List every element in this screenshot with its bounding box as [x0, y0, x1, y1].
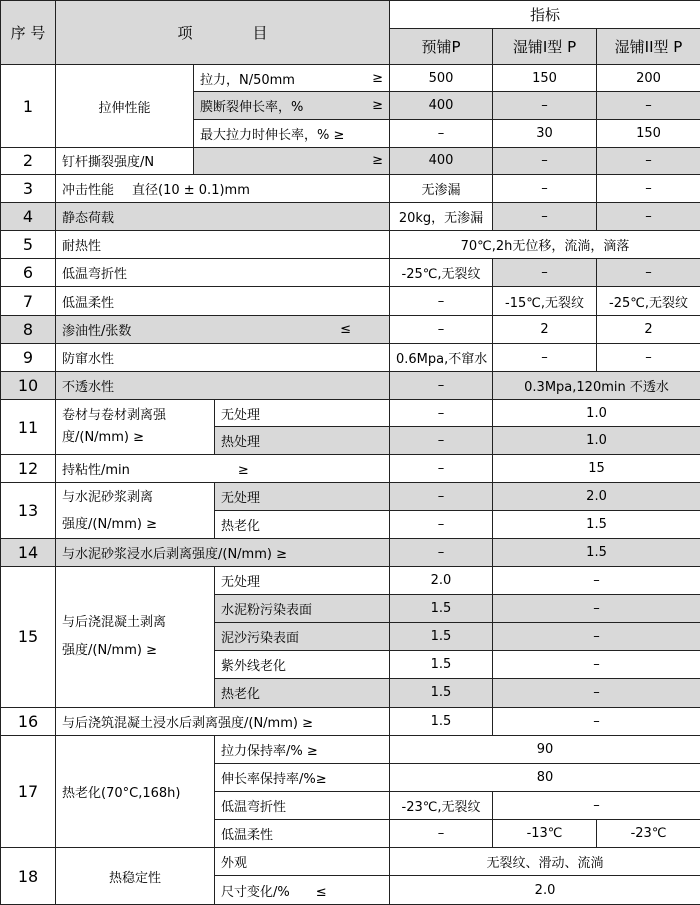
value-all: 80 [390, 763, 700, 791]
sub-item: 紫外线老化 [215, 651, 390, 679]
table-row [1, 848, 700, 876]
value-wet: 1.0 [493, 400, 700, 427]
row-number: 18 [1, 848, 56, 905]
value-pre: – [390, 538, 493, 566]
row-name-line-1: 与后浇混凝土剥离 [62, 614, 167, 630]
table-row [1, 203, 700, 231]
value-wet: 1.5 [493, 510, 700, 538]
sub-item: 低温柔性 [215, 820, 390, 848]
value-pre: – [390, 455, 493, 483]
operator: ≤ [315, 884, 327, 900]
row-name: 热老化(70°C,168h) [56, 735, 215, 848]
row-name: 低温弯折性 [56, 259, 390, 287]
row-number: 6 [1, 259, 56, 287]
value-pre: 1.5 [390, 651, 493, 679]
row-number: 15 [1, 566, 56, 707]
value-pre: – [390, 820, 493, 848]
table-row [1, 538, 700, 566]
value-pre: 1.5 [390, 707, 493, 735]
sub-item [194, 65, 390, 92]
row-name-line-1: 与水泥砂浆剥离 [62, 489, 154, 505]
value-wet: – [493, 791, 700, 819]
value-wet1: – [493, 174, 597, 202]
row-number: 13 [1, 483, 56, 538]
value-wet1: – [493, 203, 597, 231]
value-wet1: 150 [493, 65, 597, 92]
row-name: 热稳定性 [56, 848, 215, 905]
table-row [1, 231, 700, 259]
table-row [1, 735, 700, 763]
table-row [1, 259, 700, 287]
row-name [56, 483, 215, 538]
sub-item-label: 膜断裂伸长率，% [200, 100, 304, 116]
row-number: 11 [1, 400, 56, 455]
header-seq: 序 号 [1, 1, 56, 65]
row-number: 5 [1, 231, 56, 259]
value-all: 2.0 [390, 876, 700, 905]
row-number: 16 [1, 707, 56, 735]
value-pre: 1.5 [390, 595, 493, 623]
operator: ≥ [237, 463, 249, 479]
value-pre: 1.5 [390, 623, 493, 651]
sub-item: 水泥粉污染表面 [215, 595, 390, 623]
value-wet1: – [493, 92, 597, 119]
table-row [1, 400, 700, 427]
value-wet: 1.0 [493, 427, 700, 455]
value-wet: – [493, 595, 700, 623]
value-pre: 400 [390, 147, 493, 174]
row-name: 卷材与卷材剥离强度/(N/mm) ≥ [56, 400, 215, 455]
table-row [1, 371, 700, 399]
value-pre: – [390, 510, 493, 538]
value-wet: 1.5 [493, 538, 700, 566]
table-row [1, 566, 700, 594]
row-number: 10 [1, 371, 56, 399]
value-wet1: – [493, 259, 597, 287]
value-pre: – [390, 371, 493, 399]
row-number: 7 [1, 287, 56, 315]
header-col-wet2: 湿铺II型 P [597, 29, 700, 65]
value-wet: 0.3Mpa,120min 不透水 [493, 371, 700, 399]
value-wet: – [493, 707, 700, 735]
header-indicator: 指标 [390, 1, 700, 29]
row-number: 12 [1, 455, 56, 483]
value-wet2: 200 [597, 65, 700, 92]
value-pre: – [390, 400, 493, 427]
row-name-line-2: 强度/(N/mm) ≥ [62, 642, 157, 658]
operator: ≥ [372, 70, 383, 86]
operator: ≥ [372, 98, 383, 114]
value-pre: 0.6Mpa,不窜水 [390, 343, 493, 371]
row-number: 3 [1, 174, 56, 202]
value-wet1: 30 [493, 119, 597, 147]
sub-item: 无处理 [215, 400, 390, 427]
row-name: 与后浇筑混凝土浸水后剥离强度/(N/mm) ≥ [56, 707, 390, 735]
row-name-sub: 直径(10 ± 0.1)mm [132, 182, 250, 198]
value-pre: – [390, 119, 493, 147]
row-number: 8 [1, 315, 56, 343]
value-wet2: – [597, 147, 700, 174]
value-pre: 20kg，无渗漏 [390, 203, 493, 231]
value-all: 90 [390, 735, 700, 763]
value-all: 无裂纹、滑动、流淌 [390, 848, 700, 876]
value-wet2: -25℃,无裂纹 [597, 287, 700, 315]
value-pre: 400 [390, 92, 493, 119]
value-wet2: – [597, 92, 700, 119]
table-row [1, 65, 700, 92]
sub-item [215, 876, 390, 905]
row-name [56, 455, 390, 483]
value-pre: -23℃,无裂纹 [390, 791, 493, 819]
row-number: 17 [1, 735, 56, 848]
value-wet2: – [597, 203, 700, 231]
row-name [56, 174, 390, 202]
value-wet2: – [597, 343, 700, 371]
row-name: 不透水性 [56, 371, 390, 399]
table-row [1, 707, 700, 735]
value-wet1: – [493, 343, 597, 371]
value-wet2: -23℃ [597, 820, 700, 848]
value-pre: 无渗漏 [390, 174, 493, 202]
sub-item: 热老化 [215, 510, 390, 538]
header-item-a: 项 [177, 24, 193, 43]
header-col-pre: 预铺P [390, 29, 493, 65]
sub-item: 外观 [215, 848, 390, 876]
operator: ≥ [194, 147, 390, 174]
sub-item: 热处理 [215, 427, 390, 455]
value-wet: 2.0 [493, 483, 700, 510]
header-col-wet1: 湿铺I型 P [493, 29, 597, 65]
value-pre: -25℃,无裂纹 [390, 259, 493, 287]
value-pre: 1.5 [390, 679, 493, 707]
value-pre: – [390, 427, 493, 455]
table-row [1, 315, 700, 343]
table-row [1, 147, 700, 174]
operator: ≤ [340, 321, 351, 337]
row-number: 14 [1, 538, 56, 566]
sub-item: 无处理 [215, 566, 390, 594]
sub-item: 泥沙污染表面 [215, 623, 390, 651]
row-name: 钉杆撕裂强度/N [56, 147, 194, 174]
sub-item: 伸长率保持率/%≥ [215, 763, 390, 791]
value-wet: 15 [493, 455, 700, 483]
row-name-text: 渗油性/张数 [62, 323, 132, 339]
row-number: 1 [1, 65, 56, 147]
value-wet1: -13℃ [493, 820, 597, 848]
value-wet2: 2 [597, 315, 700, 343]
row-name: 拉伸性能 [56, 65, 194, 147]
value-pre: – [390, 315, 493, 343]
sub-item [194, 92, 390, 119]
row-name: 与水泥砂浆浸水后剥离强度/(N/mm) ≥ [56, 538, 390, 566]
value-wet: – [493, 679, 700, 707]
value-wet1: – [493, 147, 597, 174]
value-wet: – [493, 651, 700, 679]
value-pre: 2.0 [390, 566, 493, 594]
table-row [1, 343, 700, 371]
sub-item: 无处理 [215, 483, 390, 510]
header-row-1 [1, 1, 700, 29]
row-name [56, 315, 390, 343]
row-name: 防窜水性 [56, 343, 390, 371]
sub-item-label: 尺寸变化/% [221, 884, 290, 900]
sub-item-label: 拉力，N/50mm [200, 72, 295, 88]
value-wet1: -15℃,无裂纹 [493, 287, 597, 315]
value-pre: – [390, 287, 493, 315]
value-wet: – [493, 566, 700, 594]
sub-item: 最大拉力时伸长率，% ≥ [194, 119, 390, 147]
value-wet1: 2 [493, 315, 597, 343]
sub-item: 热老化 [215, 679, 390, 707]
row-name: 静态荷载 [56, 203, 390, 231]
table-row [1, 174, 700, 202]
header-item-b: 目 [252, 24, 268, 43]
table-row [1, 287, 700, 315]
value-wet: – [493, 623, 700, 651]
row-number: 2 [1, 147, 56, 174]
value-all: 70℃,2h无位移，流淌，滴落 [390, 231, 700, 259]
row-name-text: 持粘性/min [62, 463, 130, 479]
row-name [56, 566, 215, 707]
row-number: 4 [1, 203, 56, 231]
sub-item: 拉力保持率/% ≥ [215, 735, 390, 763]
value-pre: – [390, 483, 493, 510]
row-number: 9 [1, 343, 56, 371]
value-pre: 500 [390, 65, 493, 92]
header-item [56, 1, 390, 65]
value-wet2: – [597, 174, 700, 202]
table-row [1, 455, 700, 483]
row-name: 低温柔性 [56, 287, 390, 315]
value-wet2: – [597, 259, 700, 287]
value-wet2: 150 [597, 119, 700, 147]
table-row [1, 483, 700, 510]
row-name-text: 冲击性能 [62, 182, 115, 198]
row-name: 耐热性 [56, 231, 390, 259]
row-name-line-2: 强度/(N/mm) ≥ [62, 516, 157, 532]
sub-item: 低温弯折性 [215, 791, 390, 819]
